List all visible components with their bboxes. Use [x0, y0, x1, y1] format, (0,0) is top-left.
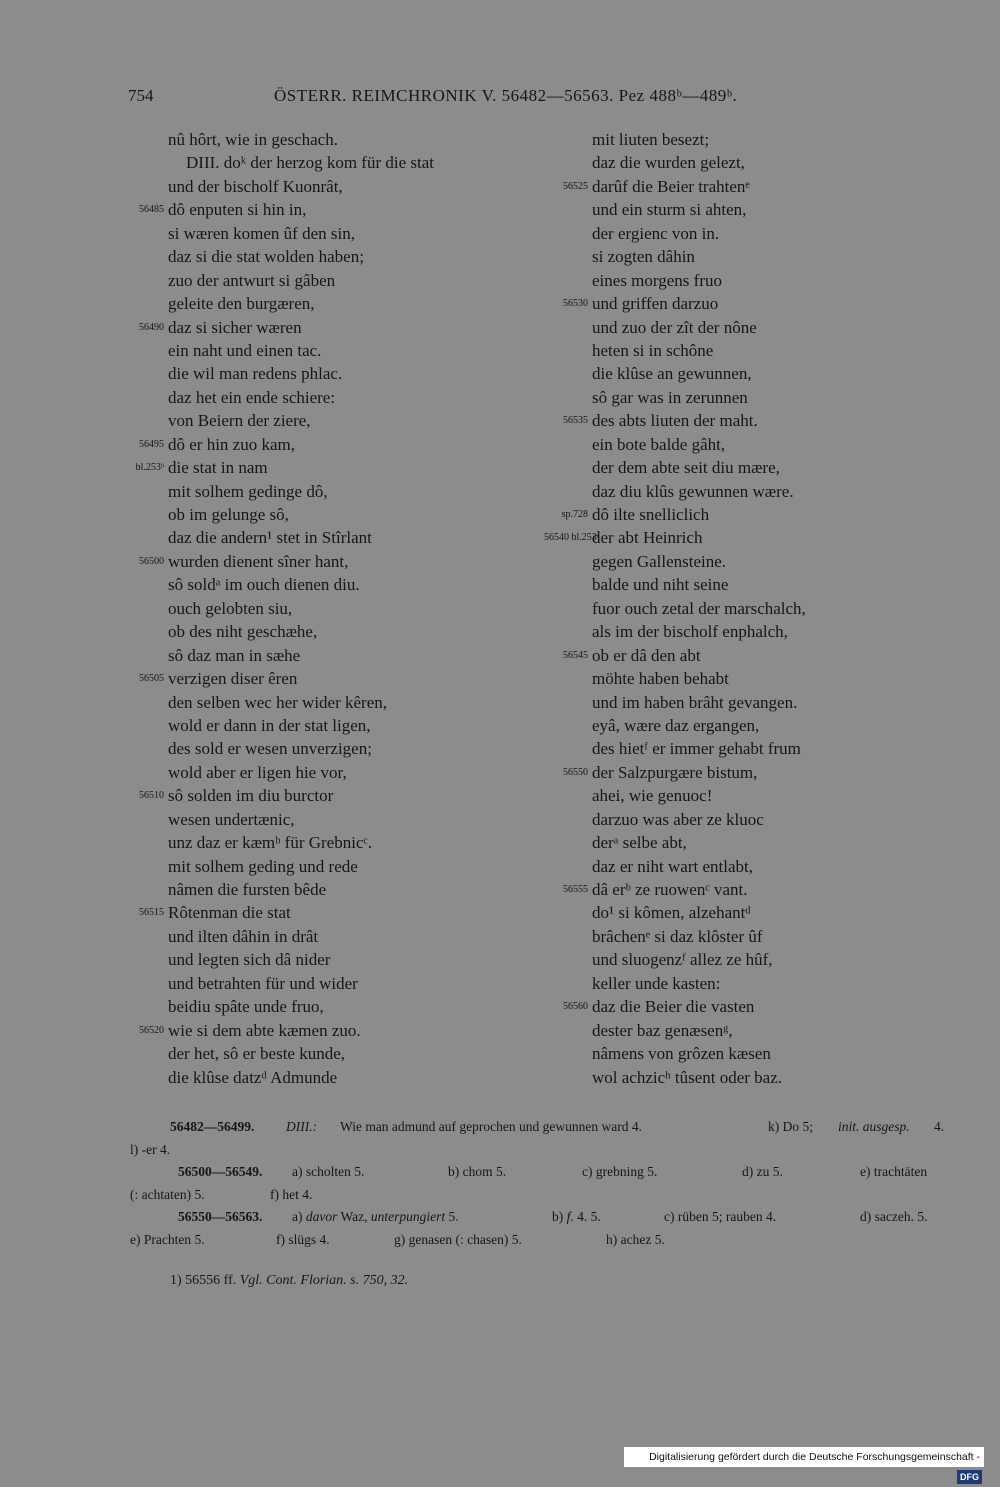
line-number: 56560 [563, 1001, 588, 1013]
verse-line [592, 925, 922, 948]
verse-line [592, 691, 922, 714]
verse-text: ein bote balde gâht, [592, 434, 726, 454]
verse-text: si wæren komen ûf den sin, [168, 223, 355, 243]
verse-line [592, 245, 922, 268]
verse-line [592, 855, 922, 878]
verse-line [563, 175, 922, 198]
verse-text: und der bischolf Kuonrât, [168, 176, 343, 196]
verse-text: die klûse datzᵈ Admunde [168, 1067, 338, 1087]
verse-line [592, 972, 922, 995]
verse-line [563, 644, 922, 667]
apparatus-entry: d) saczeh. 5. [860, 1209, 928, 1224]
verse-line [139, 550, 548, 573]
verse-text: die stat in nam [168, 458, 268, 478]
running-title: ÖSTERR. REIMCHRONIK V. 56482—56563. Pez 488ᵇ—489ᵇ. [274, 86, 738, 105]
apparatus-entry: a) scholten 5. [292, 1164, 365, 1179]
apparatus-entry: d) zu 5. [742, 1164, 783, 1179]
verse-line [139, 316, 548, 339]
verse-line [563, 761, 922, 784]
verse-line [139, 901, 548, 924]
verse-text: sô gar was in zerunnen [592, 387, 748, 407]
apparatus-entry: c) rüben 5; rauben 4. [664, 1209, 777, 1224]
line-number: 56540 bl.253ᶜ [544, 532, 600, 544]
verse-line [135, 456, 548, 479]
verse-line [592, 316, 922, 339]
verse-text: daz si sicher wæren [168, 317, 302, 337]
verse-text: daz die wurden gelezt, [592, 153, 745, 173]
verse-text: sô soldᵃ im ouch dienen diu. [168, 575, 360, 595]
verse-line [168, 503, 548, 526]
apparatus-line [130, 1184, 952, 1207]
footnote-marker: 1) 56556 ff. [170, 1273, 237, 1288]
verse-line [168, 948, 548, 971]
verse-text: darzuo was aber ze kluoc [592, 809, 764, 829]
line-number: 56490 [139, 321, 164, 333]
line-number: 56505 [139, 673, 164, 685]
line-number: 56510 [139, 790, 164, 802]
verse-text: daz si die stat wolden haben; [168, 247, 364, 267]
verse-text: daz die andern¹ stet in Stîrlant [168, 528, 372, 548]
verse-line [168, 222, 548, 245]
verse-line [168, 691, 548, 714]
verse-line [592, 269, 922, 292]
footnote-text: Vgl. Cont. Florian. s. 750, 32. [239, 1273, 409, 1288]
verse-line [592, 901, 922, 924]
verse-line [592, 620, 922, 643]
verse-line [168, 644, 548, 667]
verse-text: keller unde kasten: [592, 973, 721, 993]
apparatus-entry: f) slügs 4. [276, 1231, 330, 1247]
line-number: 56535 [563, 415, 588, 427]
verse-text: wesen undertænic, [168, 809, 295, 829]
verse-text: des abts liuten der maht. [592, 411, 758, 431]
verse-text: von Beiern der ziere, [168, 411, 311, 431]
verse-text: nâmens von grôzen kæsen [592, 1044, 771, 1064]
verse-text: unz daz er kæmᵇ für Grebnicᶜ. [168, 833, 373, 853]
apparatus-entry: h) achez 5. [606, 1231, 665, 1247]
verse-text: fuor ouch zetal der marschalch, [592, 598, 806, 618]
verse-line [563, 292, 922, 315]
verse-text: und zuo der zît der nône [592, 317, 757, 337]
verse-line [561, 503, 922, 526]
verse-text: ob des niht geschæhe, [168, 622, 318, 642]
verse-line [139, 1019, 548, 1042]
verse-line [168, 269, 548, 292]
verse-text: wie si dem abte kæmen zuo. [168, 1020, 361, 1040]
apparatus-entry: k) Do 5; [768, 1119, 813, 1134]
verse-line [592, 386, 922, 409]
verse-text: wold aber er ligen hie vor, [168, 762, 347, 782]
verse-line [168, 855, 548, 878]
verse-text: und ein sturm si ahten, [592, 200, 747, 220]
line-number: 56545 [563, 649, 588, 661]
apparatus-entry: e) Prachten 5. [130, 1231, 205, 1247]
verse-line [592, 597, 922, 620]
verse-text: mit solhem gedinge dô, [168, 481, 328, 501]
verse-text: ouch gelobten siu, [168, 598, 293, 618]
verse-line [168, 597, 548, 620]
verse-text: Rôtenman die stat [168, 903, 291, 923]
verse-line [592, 151, 922, 174]
verse-text: DIII. doᵏ der herzog kom für die stat [186, 153, 435, 173]
footnote [170, 1273, 408, 1289]
verse-text: der ergienc von in. [592, 223, 720, 243]
verse-text: si zogten dâhin [592, 247, 695, 267]
verse-line [168, 1066, 548, 1089]
verse-line [563, 995, 922, 1018]
verse-line [168, 292, 548, 315]
verse-line [168, 526, 548, 549]
verse-line [592, 667, 922, 690]
credit-text: Digitalisierung gefördert durch die Deutsche Forschungsgemeinschaft - [649, 1451, 980, 1463]
verse-text: ein naht und einen tac. [168, 340, 322, 360]
verse-text: nû hôrt, wie in geschach. [168, 130, 338, 149]
verse-line [168, 480, 548, 503]
verse-line [592, 1042, 922, 1065]
verse-line [168, 737, 548, 760]
verse-text: daz die Beier die vasten [592, 997, 755, 1017]
apparatus-range: 56500—56549. [178, 1164, 263, 1179]
verse-text: der dem abte seit diu mære, [592, 458, 780, 478]
apparatus-entry: c) grebning 5. [582, 1164, 658, 1179]
verse-line [592, 737, 922, 760]
verse-text: eyâ, wære daz ergangen, [592, 715, 760, 735]
line-number: bl.253ᵇ [135, 462, 164, 474]
verse-line [592, 222, 922, 245]
verse-text: ob er dâ den abt [592, 645, 701, 665]
verse-line [168, 925, 548, 948]
verse-line [168, 1042, 548, 1065]
verse-text: eines morgens fruo [592, 270, 722, 290]
apparatus-line [130, 1229, 952, 1252]
verse-line [592, 456, 922, 479]
verse-text: brâchenᵉ si daz klôster ûf [592, 926, 763, 946]
verse-line [168, 151, 548, 174]
running-header [128, 86, 818, 112]
verse-line [592, 362, 922, 385]
apparatus-entry: Wie man admund auf geprochen und gewunnen ward 4. [340, 1119, 642, 1134]
line-number: sp.728 [561, 509, 588, 520]
verse-line [592, 550, 922, 573]
verse-text: wurden dienent sîner hant, [168, 551, 349, 571]
verse-text: nâmen die fursten bêde [168, 880, 327, 899]
line-number: 56515 [139, 907, 164, 919]
verse-text: und im haben brâht gevangen. [592, 692, 798, 712]
apparatus-entry: init. ausgesp. [838, 1119, 910, 1134]
verse-line [592, 714, 922, 737]
apparatus-entry: b) chom 5. [448, 1164, 507, 1179]
verse-line [563, 878, 922, 901]
line-number: 56500 [139, 555, 164, 567]
apparatus-entry: (: achtaten) 5. [130, 1186, 205, 1202]
verse-text: dester baz genæsenᵍ, [592, 1020, 733, 1040]
verse-line [168, 761, 548, 784]
digitization-credit [624, 1447, 984, 1483]
apparatus-entry: e) trachtäten [860, 1164, 928, 1179]
line-number: 56525 [563, 180, 588, 192]
verse-line [592, 433, 922, 456]
verse-line [544, 526, 922, 549]
verse-text: die klûse an gewunnen, [592, 364, 752, 384]
verse-text: und ilten dâhin in drât [168, 926, 319, 946]
apparatus-entry: f) het 4. [270, 1186, 313, 1202]
verse-line [168, 878, 548, 901]
verse-line [168, 128, 548, 151]
verse-line [168, 573, 548, 596]
verse-text: der het, sô er beste kunde, [168, 1044, 346, 1064]
verse-text: derᵃ selbe abt, [592, 833, 687, 853]
verse-line [592, 1019, 922, 1042]
verse-text: wol achzicʰ tûsent oder baz. [592, 1067, 783, 1087]
verse-text: der abt Heinrich [592, 528, 703, 548]
verse-line [168, 995, 548, 1018]
verse-text: daz er niht wart entlabt, [592, 856, 753, 876]
verse-line [592, 198, 922, 221]
verse-text: mit liuten besezt; [592, 130, 710, 149]
apparatus-lemma: DIII.: [286, 1119, 318, 1134]
line-number: 56520 [139, 1024, 164, 1036]
dfg-logo: DFG [957, 1470, 982, 1484]
verse-text: dô enputen si hin in, [168, 200, 307, 220]
verse-line [139, 667, 548, 690]
left-text-column [135, 128, 548, 1089]
verse-text: heten si in schône [592, 340, 714, 360]
apparatus-line [130, 1139, 952, 1162]
apparatus-entry: b) f. 4. 5. [552, 1209, 601, 1224]
verse-line [563, 409, 922, 432]
verse-text: den selben wec her wider kêren, [168, 692, 388, 712]
verse-line [168, 175, 548, 198]
line-number: 56550 [563, 766, 588, 778]
verse-text: und legten sich dâ nider [168, 950, 331, 970]
verse-text: als im der bischolf enphalch, [592, 622, 788, 642]
verse-text: und griffen darzuo [592, 294, 719, 314]
line-number: 56495 [139, 438, 164, 450]
apparatus-line [130, 1161, 952, 1184]
verse-line [168, 808, 548, 831]
verse-text: sô daz man in sæhe [168, 645, 301, 665]
verse-text: beidiu spâte unde fruo, [168, 997, 324, 1017]
verse-line [592, 808, 922, 831]
verse-text: ob im gelunge sô, [168, 505, 289, 524]
verse-text: gegen Gallensteine. [592, 551, 727, 571]
verse-text: darûf die Beier trahtenᵉ [592, 176, 750, 196]
apparatus-range: 56550—56563. [178, 1209, 263, 1224]
verse-text: daz diu klûs gewunnen wære. [592, 481, 794, 501]
verse-text: balde und niht seine [592, 575, 729, 595]
apparatus-entry: l) -er 4. [130, 1141, 171, 1157]
apparatus-range: 56482—56499. [170, 1119, 255, 1134]
verse-line [168, 409, 548, 432]
apparatus-line [130, 1116, 952, 1139]
verse-text: und sluogenzᶠ allez ze hûf, [592, 950, 773, 970]
verse-line [139, 784, 548, 807]
verse-text: der Salzpurgære bistum, [592, 762, 758, 782]
verse-text: des sold er wesen unverzigen; [168, 739, 372, 759]
verse-line [168, 362, 548, 385]
verse-text: geleite den burgæren, [168, 294, 315, 314]
verse-line [592, 1066, 922, 1089]
verse-line [168, 714, 548, 737]
verse-line [168, 620, 548, 643]
verse-text: möhte haben behabt [592, 669, 729, 689]
verse-line [168, 386, 548, 409]
verse-line [168, 831, 548, 854]
verse-text: zuo der antwurt si gâben [168, 270, 336, 290]
verse-text: sô solden im diu burctor [168, 786, 334, 806]
line-number: 56485 [139, 204, 164, 216]
verse-text: do¹ si kômen, alzehantᵈ [592, 903, 751, 923]
verse-line [139, 433, 548, 456]
verse-line [168, 339, 548, 362]
verse-text: daz het ein ende schiere: [168, 387, 336, 407]
verse-line [592, 831, 922, 854]
verse-text: verzigen diser êren [168, 669, 298, 689]
verse-line [592, 339, 922, 362]
critical-apparatus [130, 1116, 952, 1251]
line-number: 56555 [563, 884, 588, 895]
verse-text: und betrahten für und wider [168, 973, 358, 993]
verse-text: dô er hin zuo kam, [168, 434, 295, 454]
verse-text: dâ erᵇ ze ruowenᶜ vant. [592, 880, 748, 899]
page-number: 754 [128, 86, 154, 105]
line-number: 56530 [563, 298, 588, 310]
apparatus-entry: g) genasen (: chasen) 5. [394, 1231, 522, 1247]
verse-line [592, 948, 922, 971]
verse-text: wold er dann in der stat ligen, [168, 715, 371, 735]
verse-line [168, 972, 548, 995]
verse-text: mit solhem geding und rede [168, 856, 358, 876]
verse-text: ahei, wie genuoc! [592, 786, 713, 806]
apparatus-line [130, 1206, 952, 1229]
verse-text: die wil man redens phlac. [168, 364, 343, 384]
verse-line [139, 198, 548, 221]
apparatus-entry: 4. [934, 1119, 945, 1134]
verse-text: dô ilte snelliclich [592, 505, 710, 524]
apparatus-entry: a) davor Waz, unterpungiert 5. [292, 1209, 459, 1224]
verse-line [168, 245, 548, 268]
right-text-column [544, 128, 922, 1089]
verse-text: des hietᶠ er immer gehabt frum [592, 739, 801, 759]
verse-line [592, 480, 922, 503]
verse-line [592, 128, 922, 151]
verse-line [592, 784, 922, 807]
verse-line [592, 573, 922, 596]
